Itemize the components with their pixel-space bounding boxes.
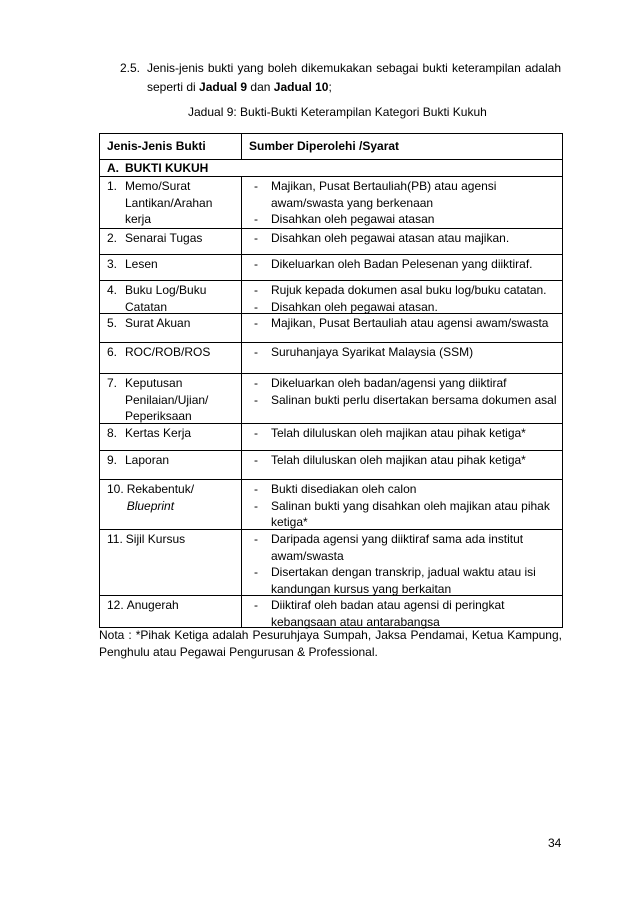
- requirement-bullet: [254, 299, 560, 316]
- table-row: [100, 229, 563, 255]
- item-number: 4.: [107, 283, 118, 297]
- evidence-type-cell: [100, 177, 242, 228]
- item-number: 10.: [107, 482, 124, 496]
- evidence-type-item: [107, 481, 237, 514]
- item-number: 2.: [107, 231, 118, 245]
- item-number: 5.: [107, 316, 118, 330]
- bullet-dash: -: [254, 453, 258, 467]
- requirement-text: Salinan bukti yang disahkan oleh majikan atau pihak ketiga*: [271, 498, 550, 529]
- bullet-dash: -: [254, 392, 258, 407]
- item-number: 11.: [107, 532, 123, 546]
- evidence-type-item: [107, 452, 237, 469]
- evidence-type-cell: [100, 343, 242, 373]
- bullet-dash: -: [254, 376, 258, 390]
- evidence-type-cell: [100, 374, 242, 423]
- section-number: 2.5.: [120, 61, 141, 75]
- evidence-type-label-italic: Blueprint: [126, 498, 175, 513]
- evidence-type-name: [127, 597, 237, 614]
- evidence-type-label: Laporan: [125, 453, 170, 467]
- evidence-type-name: [125, 375, 237, 425]
- table-body: [100, 177, 563, 628]
- header-evidence-type: Jenis-Jenis Bukti: [100, 134, 242, 159]
- bullet-dash: -: [254, 498, 258, 513]
- evidence-table: [99, 133, 563, 628]
- evidence-type-name: [125, 282, 237, 315]
- evidence-type-cell: [100, 530, 242, 595]
- source-requirement-cell: [242, 281, 563, 313]
- source-requirement-cell: [242, 530, 563, 595]
- requirement-bullet: [254, 425, 560, 442]
- evidence-type-cell: [100, 451, 242, 479]
- requirement-text: Majikan, Pusat Bertauliah atau agensi awam/swasta: [271, 316, 549, 330]
- requirement-text: Disahkan oleh pegawai atasan: [271, 212, 435, 226]
- bullet-dash: -: [254, 426, 258, 440]
- requirement-bullet: [254, 256, 560, 273]
- table-row: [100, 424, 563, 451]
- footnote: Nota : *Pihak Ketiga adalah Pesuruhjaya Sumpah, Jaksa Pendamai, Ketua Kampung, Penghulu atau Pegawai Pengurusan & Professional.: [99, 628, 562, 659]
- table-row: [100, 530, 563, 596]
- requirement-bullet: [254, 211, 560, 228]
- source-requirement-cell: [242, 314, 563, 342]
- item-number: 12.: [107, 598, 124, 612]
- requirement-text: Rujuk kepada dokumen asal buku log/buku catatan.: [271, 283, 547, 297]
- requirement-bullet: [254, 315, 560, 332]
- bullet-dash: -: [254, 482, 258, 496]
- evidence-type-label: Senarai Tugas: [125, 231, 203, 245]
- table-row: [100, 451, 563, 480]
- category-cell: [100, 160, 563, 176]
- evidence-type-item: [107, 315, 237, 332]
- table-row: [100, 255, 563, 281]
- source-requirement-cell: [242, 177, 563, 228]
- bullet-dash: -: [254, 565, 258, 579]
- evidence-type-name: [125, 344, 237, 361]
- evidence-type-cell: [100, 480, 242, 529]
- evidence-type-label: Keputusan Penilaian/Ujian/ Peperiksaan: [125, 376, 209, 423]
- item-number: 9.: [107, 453, 118, 467]
- bullet-dash: -: [254, 532, 258, 546]
- requirement-text: Telah diluluskan oleh majikan atau pihak ketiga*: [271, 453, 526, 467]
- evidence-type-cell: [100, 596, 242, 627]
- requirement-text: Disahkan oleh pegawai atasan.: [271, 299, 438, 314]
- requirement-bullet: [254, 344, 560, 361]
- evidence-type-item: [107, 282, 237, 315]
- evidence-type-item: [107, 256, 237, 273]
- evidence-type-label: Sijil Kursus: [125, 532, 186, 546]
- source-requirement-cell: [242, 596, 563, 627]
- evidence-type-name: [125, 425, 237, 442]
- table-row: [100, 314, 563, 343]
- source-requirement-cell: [242, 480, 563, 529]
- evidence-type-label: Surat Akuan: [125, 316, 191, 330]
- requirement-bullet: [254, 531, 560, 564]
- requirement-text: Majikan, Pusat Bertauliah(PB) atau agensi awam/swasta yang berkenaan: [271, 179, 497, 210]
- evidence-type-item: [107, 178, 237, 228]
- section-text-intro: Jenis-jenis bukti yang boleh dikemukakan sebagai bukti keterampilan adalah seperti di: [147, 61, 561, 94]
- bullet-dash: -: [254, 299, 258, 314]
- requirement-text: Disertakan dengan transkrip, jadual waktu atau isi kandungan kursus yang berkaitan: [271, 565, 536, 596]
- table-ref-10: Jadual 10: [273, 80, 329, 94]
- evidence-type-item: [107, 375, 237, 425]
- category-title: BUKTI KUKUH: [125, 161, 209, 175]
- requirement-bullet: [254, 178, 560, 211]
- source-requirement-cell: [242, 255, 563, 280]
- requirement-text: Suruhanjaya Syarikat Malaysia (SSM): [271, 345, 474, 359]
- item-number: 8.: [107, 426, 118, 440]
- source-requirement-cell: [242, 424, 563, 450]
- evidence-type-cell: [100, 229, 242, 254]
- source-requirement-cell: [242, 343, 563, 373]
- table-header-row: [100, 134, 563, 160]
- requirement-bullet: [254, 392, 560, 409]
- section-text-conjunction: dan: [247, 80, 274, 94]
- category-row: [100, 160, 563, 177]
- bullet-dash: -: [254, 231, 258, 245]
- item-number: 7.: [107, 376, 118, 390]
- evidence-type-item: [107, 425, 237, 442]
- bullet-dash: -: [254, 212, 258, 226]
- evidence-type-item: [107, 344, 237, 361]
- header-source-requirement: Sumber Diperolehi /Syarat: [242, 134, 563, 159]
- requirement-text: Dikeluarkan oleh Badan Pelesenan yang diiktiraf.: [271, 257, 533, 271]
- table-row: [100, 177, 563, 229]
- item-number: 1.: [107, 179, 118, 193]
- section-text: [147, 59, 561, 97]
- item-number: 6.: [107, 345, 118, 359]
- evidence-type-label: Memo/Surat Lantikan/Arahan kerja: [125, 179, 213, 226]
- table-row: [100, 596, 563, 628]
- bullet-dash: -: [254, 316, 258, 330]
- requirement-bullet: [254, 282, 560, 299]
- evidence-type-name: [127, 481, 237, 514]
- requirement-text: Diiktiraf oleh badan atau agensi di peringkat kebangsaan atau antarabangsa: [271, 598, 505, 629]
- bullet-dash: -: [254, 283, 258, 297]
- bullet-dash: -: [254, 598, 258, 612]
- table-row: [100, 374, 563, 424]
- source-requirement-cell: [242, 451, 563, 479]
- evidence-type-name: [125, 256, 237, 273]
- table-row: [100, 281, 563, 314]
- requirement-text: Daripada agensi yang diiktiraf sama ada institut awam/swasta: [271, 532, 524, 563]
- requirement-text: Salinan bukti perlu disertakan bersama dokumen asal: [271, 392, 557, 407]
- evidence-type-cell: [100, 281, 242, 313]
- evidence-type-name: [125, 452, 237, 469]
- requirement-bullet: [254, 375, 560, 392]
- evidence-type-item: [107, 597, 237, 614]
- evidence-type-cell: [100, 424, 242, 450]
- evidence-type-cell: [100, 255, 242, 280]
- requirement-bullet: [254, 564, 560, 597]
- evidence-type-cell: [100, 314, 242, 342]
- table-row: [100, 343, 563, 374]
- source-requirement-cell: [242, 374, 563, 423]
- evidence-type-name: [125, 178, 237, 228]
- requirement-text: Bukti disediakan oleh calon: [271, 482, 417, 496]
- requirement-bullet: [254, 452, 560, 469]
- requirement-bullet: [254, 597, 560, 630]
- bullet-dash: -: [254, 345, 258, 359]
- category-letter: A.: [107, 161, 119, 175]
- evidence-type-name: [126, 531, 237, 548]
- evidence-type-label: Anugerah: [126, 598, 179, 612]
- table-caption: Jadual 9: Bukti-Bukti Keterampilan Kategori Bukti Kukuh: [188, 105, 487, 119]
- table-ref-9: Jadual 9: [199, 80, 248, 94]
- evidence-type-label: ROC/ROB/ROS: [125, 345, 211, 359]
- bullet-dash: -: [254, 257, 258, 271]
- item-number: 3.: [107, 257, 118, 271]
- evidence-type-name: [125, 230, 237, 247]
- page-number: 34: [548, 836, 562, 850]
- requirement-text: Disahkan oleh pegawai atasan atau majikan.: [271, 231, 510, 245]
- evidence-type-label: Buku Log/Buku Catatan: [125, 283, 207, 314]
- evidence-type-label: Rekabentuk/: [126, 482, 195, 496]
- requirement-bullet: [254, 481, 560, 498]
- requirement-bullet: [254, 498, 560, 531]
- evidence-type-name: [125, 315, 237, 332]
- evidence-type-label: Kertas Kerja: [125, 426, 192, 440]
- section-text-end: ;: [328, 80, 332, 94]
- bullet-dash: -: [254, 179, 258, 193]
- requirement-bullet: [254, 230, 560, 247]
- evidence-type-label: Lesen: [125, 257, 158, 271]
- requirement-text: Telah diluluskan oleh majikan atau pihak ketiga*: [271, 426, 526, 440]
- section-paragraph: [120, 59, 561, 97]
- requirement-text: Dikeluarkan oleh badan/agensi yang diiktiraf: [271, 376, 507, 390]
- table-row: [100, 480, 563, 530]
- evidence-type-item: [107, 531, 237, 548]
- evidence-type-item: [107, 230, 237, 247]
- source-requirement-cell: [242, 229, 563, 254]
